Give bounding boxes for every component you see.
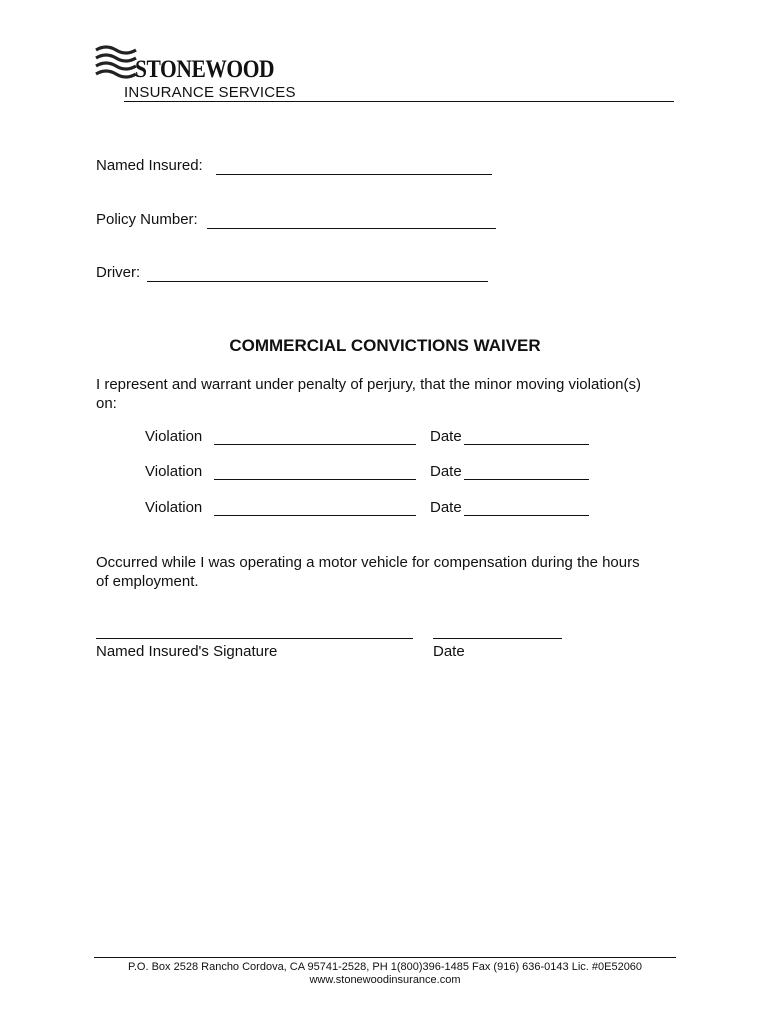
violation-field-2[interactable] — [214, 479, 416, 480]
signature-label: Named Insured's Signature — [96, 643, 278, 660]
company-subtitle: INSURANCE SERVICES — [124, 84, 296, 101]
driver-label: Driver: — [96, 264, 141, 281]
violation-date-label-1: Date — [430, 428, 462, 445]
signature-date-label: Date — [433, 643, 465, 660]
violation-date-field-1[interactable] — [464, 444, 589, 445]
named-insured-label: Named Insured: — [96, 157, 203, 174]
named-insured-field[interactable] — [216, 174, 492, 175]
footer-website: www.stonewoodinsurance.com — [309, 974, 461, 986]
violation-date-label-2: Date — [430, 463, 462, 480]
violation-date-field-2[interactable] — [464, 479, 589, 480]
signature-field[interactable] — [96, 638, 413, 639]
footer-divider — [94, 957, 676, 958]
violation-field-1[interactable] — [214, 444, 416, 445]
violation-field-3[interactable] — [214, 515, 416, 516]
signature-date-field[interactable] — [433, 638, 562, 639]
violation-date-label-3: Date — [430, 499, 462, 516]
policy-number-label: Policy Number: — [96, 211, 198, 228]
violation-label-3: Violation — [145, 499, 203, 516]
form-title: COMMERCIAL CONVICTIONS WAIVER — [229, 336, 541, 355]
violation-label-2: Violation — [145, 463, 203, 480]
company-name: STONEWOOD — [135, 56, 275, 83]
policy-number-field[interactable] — [207, 228, 496, 229]
violation-label-1: Violation — [145, 428, 203, 445]
intro-paragraph: I represent and warrant under penalty of perjury, that the minor moving violation(s) on: — [96, 376, 641, 412]
closing-paragraph: Occurred while I was operating a motor vehicle for compensation during the hours of employment. — [96, 554, 640, 590]
driver-field[interactable] — [147, 281, 488, 282]
violation-date-field-3[interactable] — [464, 515, 589, 516]
footer-address: P.O. Box 2528 Rancho Cordova, CA 95741-2528, PH 1(800)396-1485 Fax (916) 636-0143 Lic. #0E52060 — [127, 961, 643, 973]
header-divider — [124, 101, 674, 102]
flag-stripes-icon — [94, 44, 138, 84]
